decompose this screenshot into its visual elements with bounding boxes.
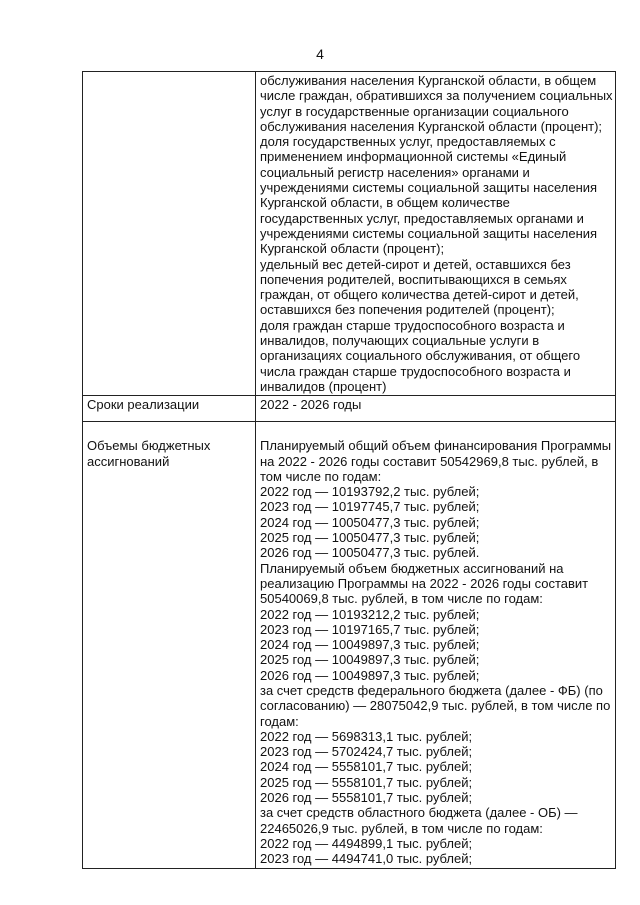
text-line: за счет средств областного бюджета (далее - ОБ) — bbox=[260, 805, 578, 821]
row-label: ассигнований bbox=[87, 453, 170, 469]
text-line: 2023 год — 5702424,7 тыс. рублей; bbox=[260, 744, 473, 760]
text-line: 2022 год — 4494899,1 тыс. рублей; bbox=[260, 835, 473, 851]
text-line: 2022 - 2026 годы bbox=[260, 397, 362, 413]
text-line: 2023 год — 4494741,0 тыс. рублей; bbox=[260, 851, 473, 867]
text-line: Курганской области, в общем количестве bbox=[260, 195, 510, 211]
text-line: 2026 год — 5558101,7 тыс. рублей; bbox=[260, 790, 473, 806]
text-line: государственных услуг, предоставляемых органами и bbox=[260, 210, 584, 226]
text-line: согласованию) — 28075042,9 тыс. рублей, в том числе по bbox=[260, 698, 611, 714]
text-line: 2022 год — 5698313,1 тыс. рублей; bbox=[260, 728, 473, 744]
row-label: Объемы бюджетных bbox=[87, 438, 211, 454]
table-row-budget-allocations bbox=[83, 422, 616, 868]
text-line: 2026 год — 10049897,3 тыс. рублей; bbox=[260, 667, 480, 683]
text-line: годам: bbox=[260, 713, 299, 729]
text-line: обслуживания населения Курганской области (процент); bbox=[260, 118, 603, 134]
text-line: 2022 год — 10193792,2 тыс. рублей; bbox=[260, 484, 480, 500]
text-line: 2025 год — 5558101,7 тыс. рублей; bbox=[260, 774, 473, 790]
text-line: 2025 год — 10050477,3 тыс. рублей; bbox=[260, 530, 480, 546]
text-line: услуг в государственные организации социального bbox=[260, 103, 569, 119]
text-line: организациях социального обслуживания, от общего bbox=[260, 348, 581, 364]
text-line: за счет средств федерального бюджета (далее - ФБ) (по bbox=[260, 682, 603, 698]
text-line: удельный вес детей-сирот и детей, оставшихся без bbox=[260, 256, 571, 272]
text-line: оставшихся без попечения родителей (процент); bbox=[260, 302, 555, 318]
text-line: 2022 год — 10193212,2 тыс. рублей; bbox=[260, 606, 480, 622]
text-line: 2024 год — 10050477,3 тыс. рублей; bbox=[260, 514, 480, 530]
row-label-cell bbox=[83, 422, 256, 868]
text-line: реализацию Программы на 2022 - 2026 годы составит bbox=[260, 575, 589, 591]
program-passport-table bbox=[82, 71, 616, 869]
text-line: граждан, от общего количества детей-сирот и детей, bbox=[260, 287, 579, 303]
text-line: учреждениями системы социальной защиты населения bbox=[260, 180, 598, 196]
text-line: на 2022 - 2026 годы составит 50542969,8 тыс. рублей, в bbox=[260, 453, 599, 469]
text-line: обслуживания населения Курганской области, в общем bbox=[260, 73, 597, 88]
row-label-cell bbox=[83, 396, 256, 422]
text-line: 50540069,8 тыс. рублей, в том числе по годам: bbox=[260, 591, 543, 607]
text-line: инвалидов (процент) bbox=[260, 378, 387, 394]
text-line: числе граждан, обратившихся за получением социальных bbox=[260, 88, 613, 104]
row-value-cell bbox=[256, 396, 616, 422]
table-row-implementation-period bbox=[83, 396, 616, 422]
text-line: применением информационной системы «Единый bbox=[260, 149, 567, 165]
row-label: Сроки реализации bbox=[87, 397, 200, 413]
text-line: том числе по годам: bbox=[260, 468, 382, 484]
text-line: 2025 год — 10049897,3 тыс. рублей; bbox=[260, 652, 480, 668]
text-line: 2023 год — 10197165,7 тыс. рублей; bbox=[260, 621, 480, 637]
text-line: попечения родителей, воспитывающихся в семьях bbox=[260, 271, 567, 287]
page-number: 4 bbox=[316, 46, 324, 62]
text-line: доля государственных услуг, предоставляемых с bbox=[260, 134, 556, 150]
text-line: 2024 год — 10049897,3 тыс. рублей; bbox=[260, 637, 480, 653]
text-line: Планируемый общий объем финансирования Программы bbox=[260, 438, 612, 454]
text-line: числа граждан старше трудоспособного возраста и bbox=[260, 363, 571, 379]
text-line: социальный регистр населения» органами и bbox=[260, 164, 530, 180]
row-value-cell bbox=[256, 422, 616, 868]
text-line: инвалидов, получающих социальные услуги в bbox=[260, 333, 540, 349]
text-line: Планируемый объем бюджетных ассигнований на bbox=[260, 560, 564, 576]
text-line: учреждениями системы социальной защиты населения bbox=[260, 225, 598, 241]
row-value-cell bbox=[256, 72, 616, 396]
table-row-indicators bbox=[83, 72, 616, 396]
text-line: 22465026,9 тыс. рублей, в том числе по годам: bbox=[260, 820, 543, 836]
row-label-cell bbox=[83, 72, 256, 396]
text-line: 2026 год — 10050477,3 тыс. рублей. bbox=[260, 545, 480, 561]
text-line: 2023 год — 10197745,7 тыс. рублей; bbox=[260, 499, 480, 515]
text-line: доля граждан старше трудоспособного возраста и bbox=[260, 317, 565, 333]
text-line: Курганской области (процент); bbox=[260, 241, 445, 257]
text-line: 2024 год — 5558101,7 тыс. рублей; bbox=[260, 759, 473, 775]
